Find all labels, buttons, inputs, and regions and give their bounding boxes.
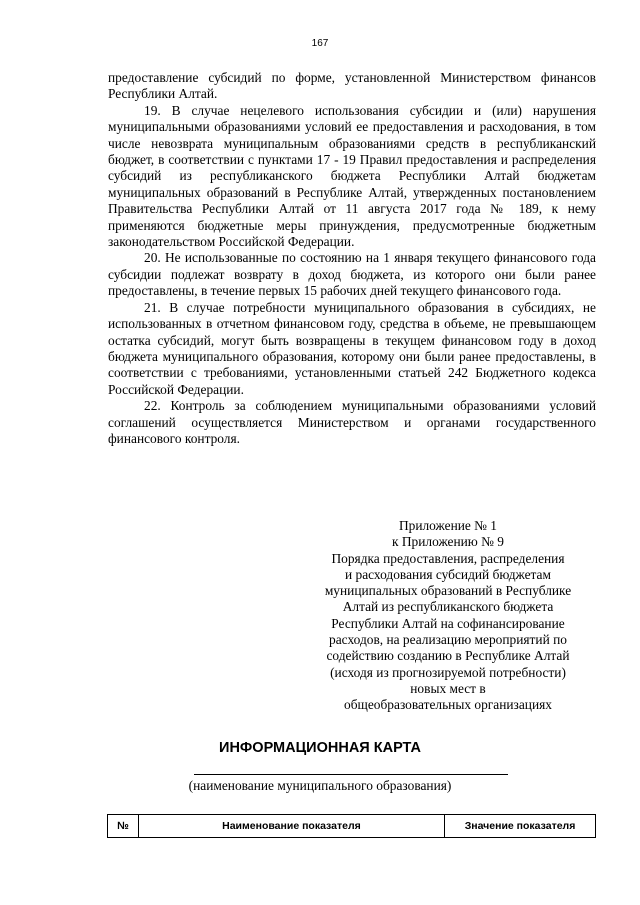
table-header-row [108,815,596,838]
appendix-line: новых мест в [410,680,486,696]
column-header-number: № [108,815,139,838]
column-header-indicator-value: Значение показателя [445,815,596,838]
appendix-line: Порядка предоставления, распределения [331,550,565,566]
appendix-line: расходов, на реализацию мероприятий по [329,632,567,648]
appendix-line: (исходя из прогнозируемой потребности) [330,664,566,680]
paragraph-continuation: предоставление субсидий по форме, установленной Министерством финансов Республики Алтай. [108,70,596,102]
municipality-name-caption: (наименование муниципального образования) [188,778,452,793]
municipality-name-line [194,774,508,775]
appendix-line: к Приложению № 9 [392,534,504,550]
paragraph-19: 19. В случае нецелевого использования субсидии и (или) нарушения муниципальными образованиями условий ее предоставления и расходования, в том числе невозврата муниципальным образованиями средств в республиканский бюджет, в соответствии с пунктами 17 - 19 Правил предоставления и распределения субсидий из республиканского бюджета Республики Алтай бюджетам муниципальных образований в Республике Алтай, утвержденных постановлением Правительства Республики Алтай от 11 августа 2017 года № 189, к нему применяются бюджетные меры принуждения, предусмотренные бюджетным законодательством Российской Федерации. [108,102,596,250]
paragraph-22: 22. Контроль за соблюдением муниципальными образованиями условий соглашений осуществляется Министерством и органами государственного финансового контроля. [108,398,596,446]
paragraph-20: 20. Не использованные по состоянию на 1 января текущего финансового года субсидии подлежат возврату в доход бюджета, из которого они были ранее предоставлены, в течение первых 15 рабочих дней текущего финансового года. [108,250,596,299]
body-text [108,70,596,447]
appendix-line: Республики Алтай на софинансирование [331,615,565,631]
appendix-line: Приложение № 1 [398,518,498,533]
appendix-line: Алтай из республиканского бюджета [342,599,554,615]
paragraph-21: 21. В случае потребности муниципального образования в субсидиях, не использованных в отчетном финансовом году, средства в объеме, не превышающем остатка субсидий, могут быть возвращены в текущем финансовом году в доход бюджета муниципального образования, которому они были ранее предоставлены, в соответствии с требованиями, установленными статьей 242 Бюджетного кодекса Российской Федерации. [108,299,596,397]
appendix-line: и расходования субсидий бюджетам [345,566,551,582]
appendix-line: содействию созданию в Республике Алтай [326,648,570,664]
page-number: 167 [311,38,329,49]
indicator-table [107,814,596,838]
column-header-indicator-name: Наименование показателя [138,815,444,838]
appendix-heading [300,518,596,714]
appendix-line: муниципальных образований в Республике [324,583,572,599]
card-title: ИНФОРМАЦИОННАЯ КАРТА [219,740,421,756]
appendix-line: общеобразовательных организациях [344,697,552,713]
